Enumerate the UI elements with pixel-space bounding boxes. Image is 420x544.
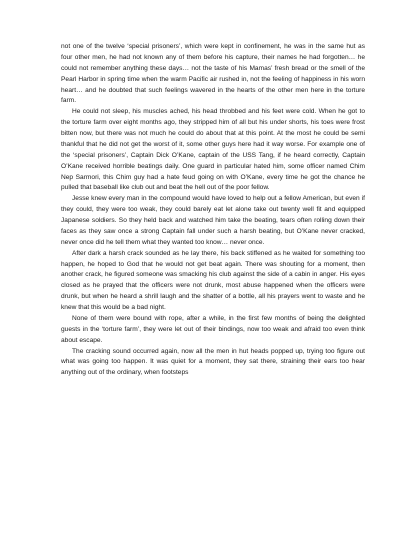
paragraph-5: None of them were bound with rope, after a while, in the first few months of being the delighted guests in the ‘torture farm’, they were let out of their bindings, now too weak and afraid too even think about escape. — [61, 314, 365, 344]
body-text — [61, 42, 365, 379]
paragraph-3: Jesse knew every man in the compound would have loved to help out a fellow American, but even if they could, they were too weak, they could barely eat let alone take out twenty well fit and equipped Japanese soldiers. So they held back and watched him take the beating, tears often rolling down their faces as they saw once a strong Captain fall under such a harsh beating, but O’Kane never cracked, never once did he tell them what they wanted too know… never once. — [61, 195, 365, 246]
paragraph-2: He could not sleep, his muscles ached, his head throbbed and his feet were cold. When he got to the torture farm over eight months ago, they stripped him of all but his under shorts, his toes were frost bitten now, but there was not much he could do about that at this point. At the most he could be semi thankful that he did not get the worst of it, some other guys here had it way worse. For example one of the ‘special prisoners’, Captain Dick O’Kane, captain of the USS Tang, if he heard correctly, Captain O’Kane received horrible beatings daily. One guard in particular hated him, some officer named Chim Nep Sarmori, this Chim guy had a hate feud going on with O’Kane, every time he got the chance he pulled that baseball like club out and beat the hell out of the poor fellow. — [61, 108, 365, 192]
paragraph-4: After dark a harsh crack sounded as he lay there, his back stiffened as he waited for something too happen, he hoped to God that he would not get beat again. There was shouting for a moment, then another crack, he figured someone was smacking his club against the side of a cabin in anger. His eyes closed as he prayed that the officers were not drunk, most abuse happened when the officers were drunk, but when he heard a shrill laugh and the shatter of a bottle, all his prayers went to waste and he knew that this would be a bad night. — [61, 249, 365, 311]
paragraph-1: not one of the twelve ‘special prisoners’, which were kept in confinement, he was in the same hut as four other men, he had not known any of them before his capture, their names he had forgotten… he could not remember anything these days… not the taste of his Mamas’ fresh bread or the smell of the Pearl Harbor in spring time when the warm Pacific air rushed in, not the feeling of happiness in his worn heart… and he doubted that such feelings wavered in the hearts of the other men here in the torture farm. — [61, 43, 365, 105]
paragraph-6: The cracking sound occurred again, now all the men in hut heads popped up, trying too figure out what was going too happen. It was quiet for a moment, they sat there, straining their ears too hear anything out of the ordinary, when footsteps — [61, 347, 365, 377]
